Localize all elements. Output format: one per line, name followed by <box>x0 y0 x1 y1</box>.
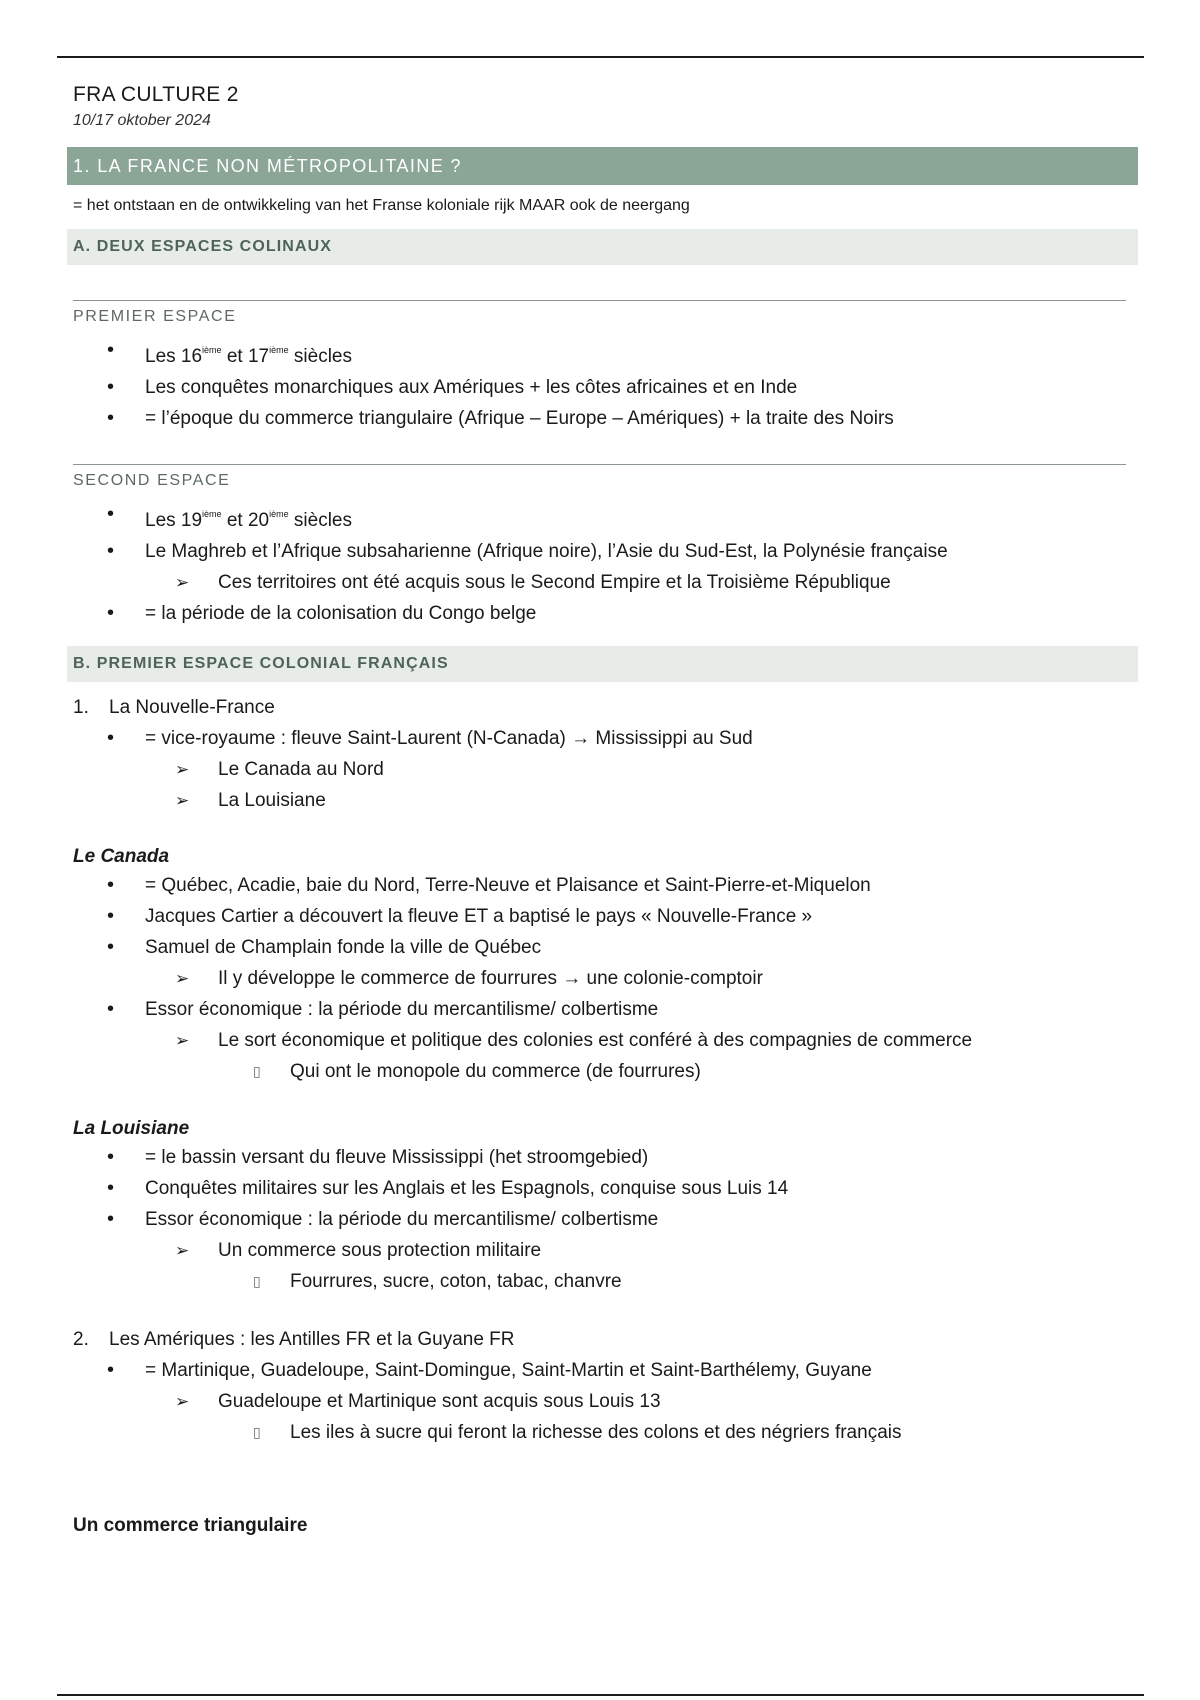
list-item: • = Martinique, Guadeloupe, Saint-Domingue, Saint-Martin et Saint-Barthélemy, Guyane <box>73 1355 1133 1386</box>
list-item: • = l’époque du commerce triangulaire (Afrique – Europe – Amériques) + la traite des Noirs <box>73 403 1133 434</box>
bullet-icon: • <box>107 905 115 927</box>
list-item: • Le Maghreb et l’Afrique subsaharienne (Afrique noire), l’Asie du Sud-Est, la Polynésie française <box>73 536 1133 567</box>
list-item: ▯ Les iles à sucre qui feront la richesse des colons et des négriers français <box>73 1417 1133 1448</box>
list-item: • Les 19ième et 20ième siècles <box>73 499 1133 536</box>
heading-a: A. DEUX ESPACES COLINAUX <box>67 229 1138 265</box>
doc-date: 10/17 oktober 2024 <box>73 112 211 129</box>
arrow-icon: ➢ <box>175 1241 190 1260</box>
list-item: • Conquêtes militaires sur les Anglais et les Espagnols, conquise sous Luis 14 <box>73 1173 1133 1204</box>
heading-premier-espace: PREMIER ESPACE <box>73 308 237 325</box>
heading-1: 1. LA FRANCE NON MÉTROPOLITAINE ? <box>67 147 1138 185</box>
list-item: • Essor économique : la période du mercantilisme/ colbertisme <box>73 1204 1133 1235</box>
premier-espace-list <box>73 335 1133 434</box>
intro-text: = het ontstaan en de ontwikkeling van het Franse koloniale rijk MAAR ook de neergang <box>73 197 690 214</box>
heading-canada: Le Canada <box>73 846 170 867</box>
second-espace-list <box>73 499 1133 629</box>
bullet-icon: • <box>107 503 115 525</box>
list-item: ➢ Le sort économique et politique des colonies est conféré à des compagnies de commerce <box>73 1025 1133 1056</box>
bullet-icon: • <box>107 1208 115 1230</box>
list-item: ▯ Fourrures, sucre, coton, tabac, chanvre <box>73 1266 1133 1297</box>
section-divider <box>73 464 1126 465</box>
list-item: • = la période de la colonisation du Congo belge <box>73 598 1133 629</box>
top-rule <box>57 56 1144 58</box>
list-item: ➢ La Louisiane <box>73 785 1133 816</box>
bullet-icon: • <box>107 1359 115 1381</box>
list-item: • Essor économique : la période du mercantilisme/ colbertisme <box>73 994 1133 1025</box>
list-item: ➢ Ces territoires ont été acquis sous le Second Empire et la Troisième République <box>73 567 1133 598</box>
bullet-icon: • <box>107 874 115 896</box>
arrow-icon: ➢ <box>175 573 190 592</box>
doc-title: FRA CULTURE 2 <box>73 83 239 106</box>
list-item: ➢ Il y développe le commerce de fourrures → une colonie-comptoir <box>73 963 1133 994</box>
list-item: • Samuel de Champlain fonde la ville de Québec <box>73 932 1133 963</box>
list-item: • Les conquêtes monarchiques aux Amériques + les côtes africaines et en Inde <box>73 372 1133 403</box>
heading-second-espace: SECOND ESPACE <box>73 472 231 489</box>
heading-louisiane: La Louisiane <box>73 1118 190 1139</box>
list-item: ▯ Qui ont le monopole du commerce (de fourrures) <box>73 1056 1133 1087</box>
box-icon: ▯ <box>253 1273 261 1289</box>
list-item: ➢ Le Canada au Nord <box>73 754 1133 785</box>
arrow-icon: ➢ <box>175 791 190 810</box>
ameriques-list <box>73 1324 1133 1448</box>
list-item: ➢ Un commerce sous protection militaire <box>73 1235 1133 1266</box>
heading-commerce-triangulaire: Un commerce triangulaire <box>73 1515 308 1536</box>
numbered-item: 2. Les Amériques : les Antilles FR et la Guyane FR <box>73 1329 515 1350</box>
bullet-icon: • <box>107 998 115 1020</box>
list-item: • = le bassin versant du fleuve Mississippi (het stroomgebied) <box>73 1142 1133 1173</box>
arrow-icon: ➢ <box>175 760 190 779</box>
document-page <box>73 82 1133 1539</box>
bullet-icon: • <box>107 376 115 398</box>
bullet-icon: • <box>107 1146 115 1168</box>
arrow-icon: ➢ <box>175 1392 190 1411</box>
arrow-icon: ➢ <box>175 1031 190 1050</box>
bullet-icon: • <box>107 602 115 624</box>
box-icon: ▯ <box>253 1424 261 1440</box>
bullet-icon: • <box>107 1177 115 1199</box>
box-icon: ▯ <box>253 1063 261 1079</box>
list-item: ➢ Guadeloupe et Martinique sont acquis sous Louis 13 <box>73 1386 1133 1417</box>
list-item: • = vice-royaume : fleuve Saint-Laurent (N-Canada) → Mississippi au Sud <box>73 723 1133 754</box>
louisiane-list <box>73 1142 1133 1297</box>
bullet-icon: • <box>107 936 115 958</box>
canada-list <box>73 870 1133 1087</box>
bottom-rule <box>57 1694 1144 1696</box>
list-item: • Les 16ième et 17ième siècles <box>73 335 1133 372</box>
section-divider <box>73 300 1126 301</box>
bullet-icon: • <box>107 339 115 361</box>
bullet-icon: • <box>107 407 115 429</box>
list-item: • = Québec, Acadie, baie du Nord, Terre-Neuve et Plaisance et Saint-Pierre-et-Miquelon <box>73 870 1133 901</box>
heading-b: B. PREMIER ESPACE COLONIAL FRANÇAIS <box>67 646 1138 682</box>
bullet-icon: • <box>107 540 115 562</box>
nouvelle-france-list <box>73 692 1133 816</box>
numbered-item: 1. La Nouvelle-France <box>73 697 275 718</box>
list-item: • Jacques Cartier a découvert la fleuve ET a baptisé le pays « Nouvelle-France » <box>73 901 1133 932</box>
bullet-icon: • <box>107 727 115 749</box>
arrow-icon: ➢ <box>175 969 190 988</box>
